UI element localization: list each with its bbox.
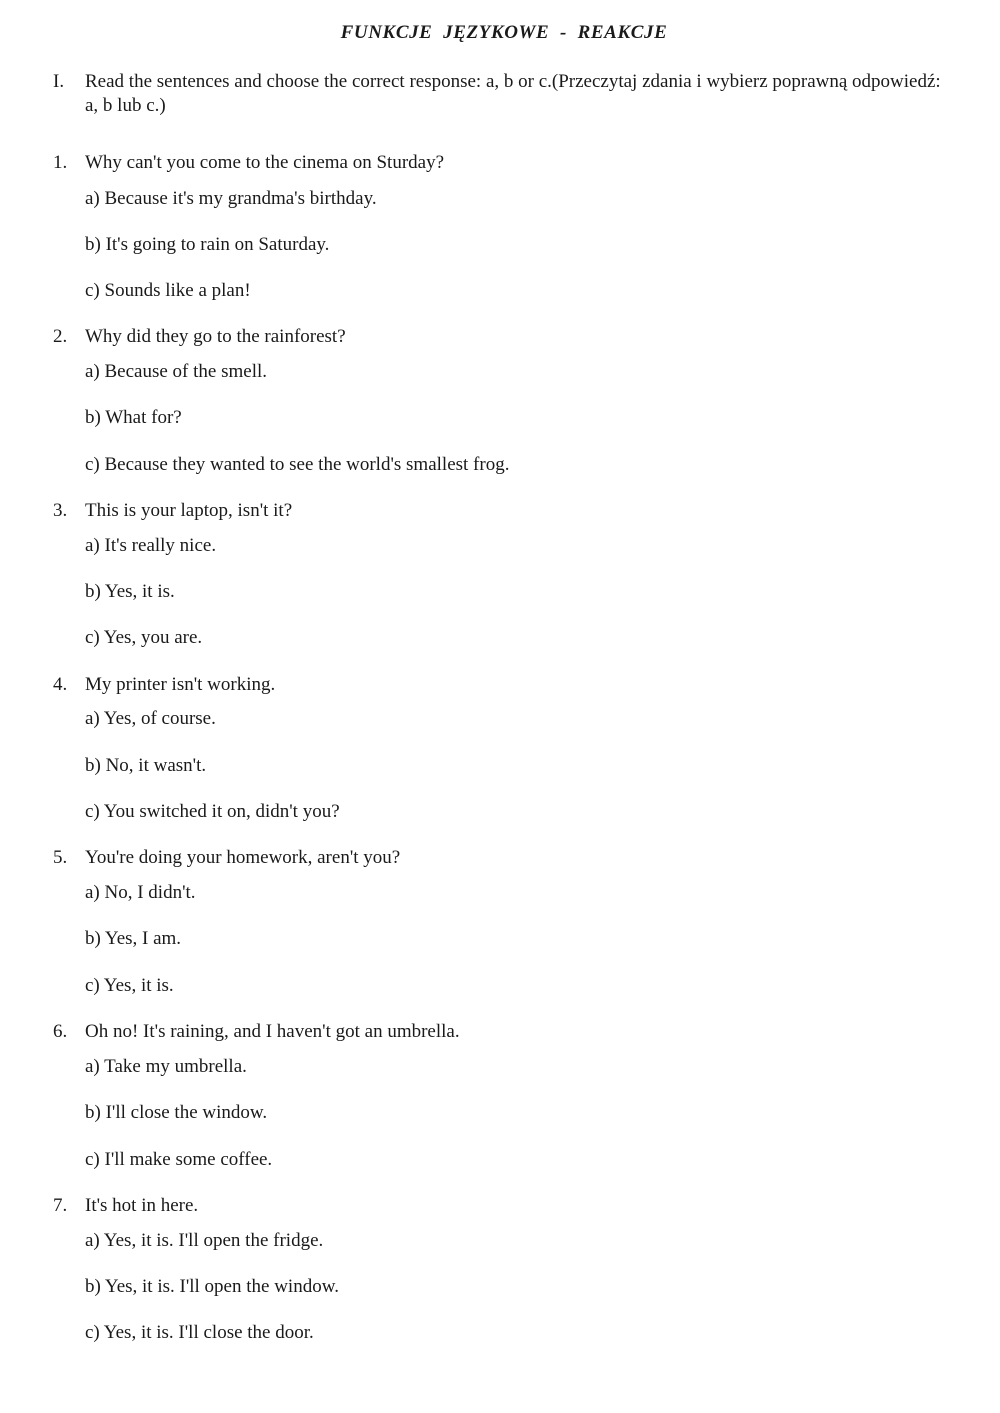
- question-7: [53, 1194, 953, 1218]
- question-number: 7.: [53, 1195, 68, 1216]
- question-1-option-c[interactable]: c) Sounds like a plan!: [85, 280, 251, 301]
- question-number: 2.: [53, 326, 68, 347]
- question-2-option-a[interactable]: a) Because of the smell.: [85, 361, 268, 382]
- question-5-option-a[interactable]: a) No, I didn't.: [85, 882, 196, 903]
- question-number: 4.: [53, 674, 68, 695]
- question-1-option-a[interactable]: a) Because it's my grandma's birthday.: [85, 188, 377, 209]
- question-2-option-b[interactable]: b) What for?: [85, 407, 182, 428]
- question-text: You're doing your homework, aren't you?: [85, 847, 401, 868]
- instruction-number: I.: [53, 71, 65, 92]
- question-5-option-b[interactable]: b) Yes, I am.: [85, 928, 182, 949]
- question-1: [53, 151, 953, 175]
- instruction: [53, 70, 953, 118]
- question-text: Why did they go to the rainforest?: [85, 326, 346, 347]
- question-number: 3.: [53, 500, 68, 521]
- question-2-option-c[interactable]: c) Because they wanted to see the world's smallest frog.: [85, 454, 510, 475]
- question-number: 1.: [53, 152, 68, 173]
- question-6-option-c[interactable]: c) I'll make some coffee.: [85, 1149, 273, 1170]
- question-3: [53, 499, 953, 523]
- question-2: [53, 325, 953, 349]
- page-title: FUNKCJE JĘZYKOWE - REAKCJE: [340, 22, 668, 43]
- question-6-option-a[interactable]: a) Take my umbrella.: [85, 1056, 247, 1077]
- question-text: It's hot in here.: [85, 1195, 199, 1216]
- question-text: My printer isn't working.: [85, 674, 276, 695]
- question-text: Oh no! It's raining, and I haven't got an umbrella.: [85, 1021, 460, 1042]
- question-7-option-b[interactable]: b) Yes, it is. I'll open the window.: [85, 1276, 339, 1297]
- question-6-option-b[interactable]: b) I'll close the window.: [85, 1102, 268, 1123]
- question-3-option-a[interactable]: a) It's really nice.: [85, 535, 217, 556]
- question-4-option-a[interactable]: a) Yes, of course.: [85, 708, 216, 729]
- question-text: This is your laptop, isn't it?: [85, 500, 293, 521]
- question-5: [53, 846, 953, 870]
- question-6: [53, 1020, 953, 1044]
- question-7-option-a[interactable]: a) Yes, it is. I'll open the fridge.: [85, 1230, 324, 1251]
- instruction-text: Read the sentences and choose the correct response: a, b or c.(Przeczytaj zdania i wybierz poprawną odpowiedź: a, b lub c.): [85, 71, 941, 116]
- question-text: Why can't you come to the cinema on Sturday?: [85, 152, 445, 173]
- question-4: [53, 673, 953, 697]
- question-number: 6.: [53, 1021, 68, 1042]
- question-7-option-c[interactable]: c) Yes, it is. I'll close the door.: [85, 1322, 314, 1343]
- question-number: 5.: [53, 847, 68, 868]
- question-5-option-c[interactable]: c) Yes, it is.: [85, 975, 174, 996]
- question-4-option-c[interactable]: c) You switched it on, didn't you?: [85, 801, 340, 822]
- question-3-option-c[interactable]: c) Yes, you are.: [85, 627, 203, 648]
- question-4-option-b[interactable]: b) No, it wasn't.: [85, 755, 207, 776]
- question-3-option-b[interactable]: b) Yes, it is.: [85, 581, 175, 602]
- question-1-option-b[interactable]: b) It's going to rain on Saturday.: [85, 234, 330, 255]
